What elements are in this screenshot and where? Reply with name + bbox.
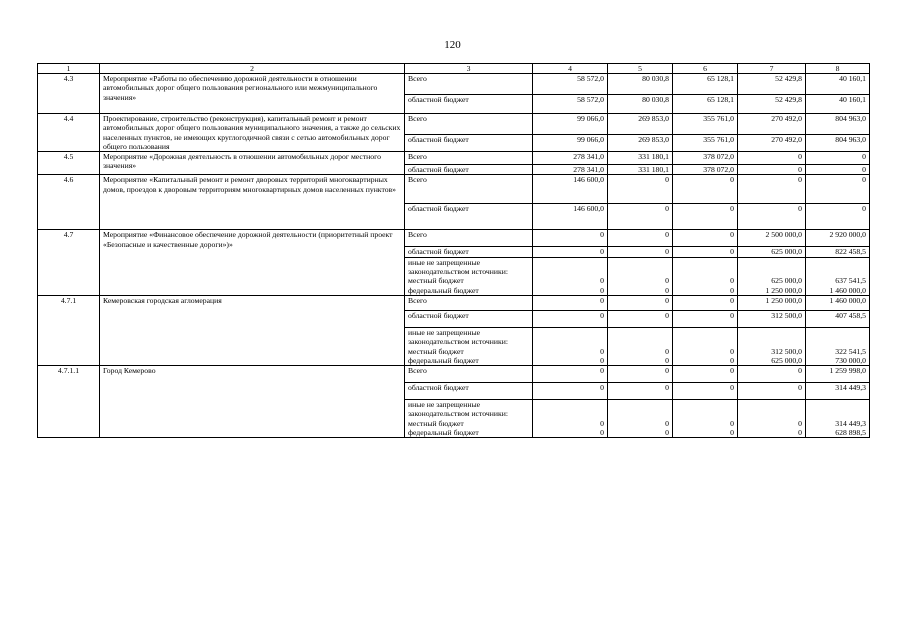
value-cell: 0 — [738, 366, 806, 383]
value-cell: 269 853,0 — [608, 114, 673, 135]
col-header-1: 1 — [38, 64, 100, 74]
value-cell: 58 572,0 — [533, 95, 608, 114]
funding-source: областной бюджет — [405, 135, 533, 152]
federal-budget-label: федеральный бюджет — [408, 285, 479, 295]
table-row — [38, 366, 870, 383]
funding-source: областной бюджет — [405, 165, 533, 175]
col-header-7: 7 — [738, 64, 806, 74]
local-value: 0 — [600, 418, 604, 428]
federal-budget-label: федеральный бюджет — [408, 355, 479, 365]
funding-source: Всего — [405, 295, 533, 310]
value-cell: 625 000,0 — [738, 247, 806, 257]
funding-source: Всего — [405, 175, 533, 204]
funding-source — [405, 400, 533, 438]
value-cell: 278 341,0 — [533, 165, 608, 175]
value-cell: 0 — [673, 310, 738, 327]
funding-source: Всего — [405, 230, 533, 247]
value-cell: 0 — [673, 175, 738, 204]
item-code: 4.6 — [38, 175, 100, 230]
value-cell — [608, 400, 673, 438]
funding-source: Всего — [405, 74, 533, 95]
value-cell: 0 — [533, 295, 608, 310]
table-row — [38, 295, 870, 310]
value-cell: 355 761,0 — [673, 114, 738, 135]
value-cell: 80 030,8 — [608, 74, 673, 95]
table-row — [38, 114, 870, 135]
value-cell: 804 963,0 — [806, 135, 870, 152]
federal-value: 628 898,5 — [835, 428, 866, 438]
local-budget-label: местный бюджет — [408, 346, 464, 356]
table-row — [38, 230, 870, 247]
value-cell — [533, 327, 608, 365]
value-cell: 270 492,0 — [738, 135, 806, 152]
header-row — [38, 64, 870, 74]
item-code: 4.5 — [38, 152, 100, 175]
value-cell: 0 — [533, 383, 608, 400]
federal-value: 0 — [730, 285, 734, 295]
value-cell: 80 030,8 — [608, 95, 673, 114]
federal-value: 0 — [665, 428, 669, 438]
page-number: 120 — [444, 39, 461, 51]
federal-value: 0 — [665, 355, 669, 365]
funding-source: областной бюджет — [405, 204, 533, 230]
value-cell: 0 — [673, 383, 738, 400]
value-cell — [738, 257, 806, 295]
local-value: 0 — [730, 418, 734, 428]
federal-value: 0 — [798, 428, 802, 438]
local-value: 637 541,5 — [835, 276, 866, 286]
value-cell: 0 — [738, 152, 806, 165]
value-cell: 0 — [673, 295, 738, 310]
value-cell: 0 — [806, 152, 870, 165]
other-sources-label: иные не запрещенные законодательством источники: — [408, 327, 508, 347]
local-value: 314 449,3 — [835, 418, 866, 428]
value-cell: 331 180,1 — [608, 152, 673, 165]
local-budget-label: местный бюджет — [408, 276, 464, 286]
item-code: 4.7 — [38, 230, 100, 295]
value-cell: 0 — [533, 230, 608, 247]
item-description: Мероприятие «Работы по обеспечению дорожной деятельности в отношении автомобильных дорог общего пользования регионального или межмуниципального значения» — [100, 74, 405, 114]
federal-value: 0 — [600, 428, 604, 438]
value-cell: 0 — [673, 204, 738, 230]
other-sources-label: иные не запрещенные законодательством источники: — [408, 400, 508, 419]
item-code: 4.3 — [38, 74, 100, 114]
federal-value: 0 — [600, 285, 604, 295]
value-cell: 355 761,0 — [673, 135, 738, 152]
value-cell: 52 429,8 — [738, 95, 806, 114]
federal-value: 0 — [600, 355, 604, 365]
value-cell — [608, 257, 673, 295]
value-cell: 0 — [608, 366, 673, 383]
value-cell: 0 — [738, 383, 806, 400]
value-cell: 0 — [533, 366, 608, 383]
value-cell: 1 460 000,0 — [806, 295, 870, 310]
item-code: 4.7.1.1 — [38, 366, 100, 438]
value-cell — [673, 327, 738, 365]
funding-source: Всего — [405, 114, 533, 135]
col-header-6: 6 — [673, 64, 738, 74]
value-cell: 1 259 998,0 — [806, 366, 870, 383]
value-cell — [806, 400, 870, 438]
value-cell: 0 — [533, 247, 608, 257]
value-cell: 0 — [608, 295, 673, 310]
local-value: 0 — [798, 418, 802, 428]
item-description: Мероприятие «Капитальный ремонт и ремонт дворовых территорий многоквартирных домов, проездов к дворовым территориям многоквартирных домов населенных пунктов» — [100, 175, 405, 230]
value-cell — [738, 400, 806, 438]
value-cell: 269 853,0 — [608, 135, 673, 152]
local-value: 0 — [665, 418, 669, 428]
value-cell: 0 — [608, 247, 673, 257]
value-cell: 0 — [738, 175, 806, 204]
value-cell: 804 963,0 — [806, 114, 870, 135]
local-budget-label: местный бюджет — [408, 418, 464, 428]
value-cell: 312 500,0 — [738, 310, 806, 327]
item-code: 4.4 — [38, 114, 100, 152]
value-cell: 0 — [738, 165, 806, 175]
value-cell — [806, 327, 870, 365]
col-header-3: 3 — [405, 64, 533, 74]
value-cell: 270 492,0 — [738, 114, 806, 135]
value-cell — [673, 257, 738, 295]
value-cell: 2 500 000,0 — [738, 230, 806, 247]
federal-value: 625 000,0 — [771, 355, 802, 365]
col-header-4: 4 — [533, 64, 608, 74]
value-cell: 1 250 000,0 — [738, 295, 806, 310]
value-cell: 0 — [533, 310, 608, 327]
col-header-8: 8 — [806, 64, 870, 74]
value-cell: 314 449,3 — [806, 383, 870, 400]
value-cell: 99 066,0 — [533, 135, 608, 152]
value-cell: 40 160,1 — [806, 74, 870, 95]
federal-value: 0 — [730, 355, 734, 365]
value-cell — [806, 257, 870, 295]
value-cell: 378 072,0 — [673, 165, 738, 175]
value-cell: 65 128,1 — [673, 95, 738, 114]
item-description: Проектирование, строительство (реконструкция), капитальный ремонт и ремонт автомобильных дорог общего пользования муниципального значения, а также до сельских населенных пунктов, не имеющих круглогодичной связи с сетью автомобильных дорог общего пользования — [100, 114, 405, 152]
table-row — [38, 74, 870, 95]
value-cell: 0 — [673, 230, 738, 247]
federal-budget-label: федеральный бюджет — [408, 428, 479, 438]
value-cell: 146 600,0 — [533, 175, 608, 204]
federal-value: 1 250 000,0 — [765, 285, 802, 295]
funding-source: областной бюджет — [405, 95, 533, 114]
table-row — [38, 152, 870, 165]
value-cell: 0 — [806, 165, 870, 175]
col-header-5: 5 — [608, 64, 673, 74]
item-code: 4.7.1 — [38, 295, 100, 365]
value-cell: 99 066,0 — [533, 114, 608, 135]
item-description: Мероприятие «Финансовое обеспечение дорожной деятельности (приоритетный проект «Безопасные и качественные дороги»)» — [100, 230, 405, 295]
value-cell — [533, 400, 608, 438]
value-cell: 0 — [608, 204, 673, 230]
local-value: 0 — [730, 276, 734, 286]
funding-source: Всего — [405, 366, 533, 383]
value-cell: 407 458,5 — [806, 310, 870, 327]
item-description: Город Кемерово — [100, 366, 405, 438]
value-cell: 0 — [608, 383, 673, 400]
value-cell: 52 429,8 — [738, 74, 806, 95]
value-cell: 822 458,5 — [806, 247, 870, 257]
local-value: 0 — [600, 276, 604, 286]
other-sources-label: иные не запрещенные законодательством источники: — [408, 257, 508, 277]
item-description: Мероприятие «Дорожная деятельность в отношении автомобильных дорог местного значения» — [100, 152, 405, 175]
value-cell — [738, 327, 806, 365]
value-cell: 0 — [806, 204, 870, 230]
table-row — [38, 175, 870, 204]
value-cell: 2 920 000,0 — [806, 230, 870, 247]
funding-source: областной бюджет — [405, 383, 533, 400]
value-cell: 65 128,1 — [673, 74, 738, 95]
value-cell — [608, 327, 673, 365]
local-value: 0 — [600, 346, 604, 356]
value-cell: 0 — [608, 175, 673, 204]
value-cell: 0 — [673, 247, 738, 257]
value-cell: 0 — [673, 366, 738, 383]
local-value: 0 — [730, 346, 734, 356]
value-cell: 0 — [608, 310, 673, 327]
funding-source: областной бюджет — [405, 247, 533, 257]
value-cell: 58 572,0 — [533, 74, 608, 95]
local-value: 0 — [665, 346, 669, 356]
federal-value: 730 000,0 — [835, 355, 866, 365]
local-value: 0 — [665, 276, 669, 286]
funding-source — [405, 327, 533, 365]
value-cell: 40 160,1 — [806, 95, 870, 114]
funding-source — [405, 257, 533, 295]
item-description: Кемеровская городская агломерация — [100, 295, 405, 365]
budget-table — [37, 63, 870, 438]
value-cell — [673, 400, 738, 438]
local-value: 625 000,0 — [771, 276, 802, 286]
value-cell: 278 341,0 — [533, 152, 608, 165]
federal-value: 0 — [665, 285, 669, 295]
funding-source: Всего — [405, 152, 533, 165]
funding-source: областной бюджет — [405, 310, 533, 327]
value-cell — [533, 257, 608, 295]
value-cell: 146 600,0 — [533, 204, 608, 230]
local-value: 312 500,0 — [771, 346, 802, 356]
value-cell: 0 — [738, 204, 806, 230]
federal-value: 0 — [730, 428, 734, 438]
value-cell: 331 180,1 — [608, 165, 673, 175]
value-cell: 0 — [806, 175, 870, 204]
value-cell: 0 — [608, 230, 673, 247]
local-value: 322 541,5 — [835, 346, 866, 356]
value-cell: 378 072,0 — [673, 152, 738, 165]
col-header-2: 2 — [100, 64, 405, 74]
federal-value: 1 460 000,0 — [829, 285, 866, 295]
